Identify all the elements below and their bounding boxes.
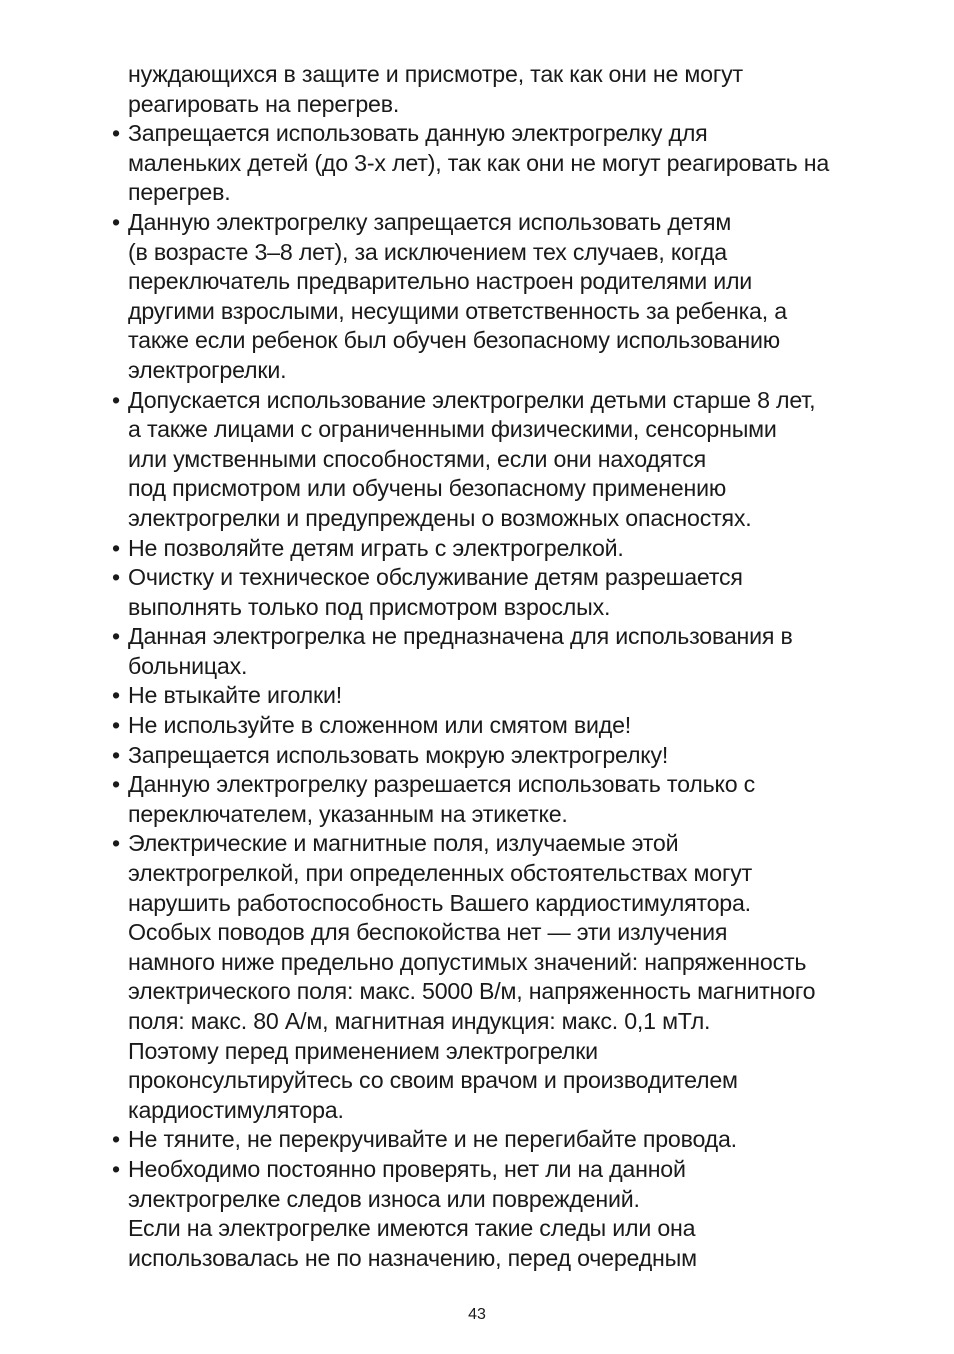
text-line: использовалась не по назначению, перед очередным: [128, 1244, 697, 1271]
list-item: [112, 711, 902, 741]
list-item: [112, 770, 902, 829]
text-line: нарушить работоспособность Вашего кардиостимулятора.: [128, 889, 751, 916]
text-line: перегрев.: [128, 179, 231, 206]
text-line: Если на электрогрелке имеются такие следы или она: [128, 1215, 696, 1242]
text-line: Не тяните, не перекручивайте и не перегибайте провода.: [128, 1126, 737, 1153]
text-line: Не втыкайте иголки!: [128, 682, 342, 709]
text-line: электрического поля: макс. 5000 В/м, напряженность магнитного: [128, 978, 816, 1005]
list-item: [112, 208, 902, 386]
text-line: Особых поводов для беспокойства нет — эти излучения: [128, 919, 728, 946]
text-line: Данную электрогрелку разрешается использовать только с: [128, 771, 756, 798]
list-item: [112, 119, 902, 208]
text-line: Запрещается использовать данную электрогрелку для: [128, 120, 708, 147]
list-item: [112, 386, 902, 534]
list-item: [112, 1125, 902, 1155]
text-line: Не используйте в сложенном или смятом виде!: [128, 712, 632, 739]
bullet-icon: •: [112, 741, 120, 768]
text-line: электрогрелкой, при определенных обстоятельствах могут: [128, 860, 753, 887]
list-item: [112, 741, 902, 771]
text-line: Очистку и техническое обслуживание детям разрешается: [128, 564, 743, 591]
bullet-icon: •: [112, 564, 120, 591]
bullet-icon: •: [112, 682, 120, 709]
list-item: [112, 534, 902, 564]
text-line: Электрические и магнитные поля, излучаемые этой: [128, 830, 679, 857]
bullet-icon: •: [112, 712, 120, 739]
text-line: реагировать на перегрев.: [128, 90, 400, 117]
text-line: Необходимо постоянно проверять, нет ли на данной: [128, 1155, 686, 1182]
text-line: нуждающихся в защите и присмотре, так как они не могут: [128, 61, 743, 87]
text-line: переключатель предварительно настроен родителями или: [128, 268, 753, 295]
bullet-icon: •: [112, 1126, 120, 1153]
text-line: электрогрелке следов износа или повреждений.: [128, 1185, 640, 1212]
safety-bullet-list: [112, 119, 902, 1273]
bullet-icon: •: [112, 830, 120, 857]
bullet-icon: •: [112, 120, 120, 147]
text-line: а также лицами с ограниченными физическими, сенсорными: [128, 416, 777, 443]
text-line: Не позволяйте детям играть с электрогрелкой.: [128, 534, 624, 561]
continued-paragraph: [112, 60, 902, 119]
list-item: [112, 681, 902, 711]
text-line: Данная электрогрелка не предназначена для использования в: [128, 623, 793, 650]
page-number: 43: [468, 1306, 486, 1323]
bullet-icon: •: [112, 771, 120, 798]
bullet-icon: •: [112, 208, 120, 235]
text-line: под присмотром или обучены безопасному применению: [128, 475, 727, 502]
safety-instructions-text: [112, 60, 902, 1273]
list-item: [112, 622, 902, 681]
bullet-icon: •: [112, 534, 120, 561]
bullet-icon: •: [112, 1155, 120, 1182]
list-item: [112, 1155, 902, 1273]
text-line: Запрещается использовать мокрую электрогрелку!: [128, 741, 669, 768]
text-line: намного ниже предельно допустимых значений: напряженность: [128, 948, 807, 975]
text-line: другими взрослыми, несущими ответственность за ребенка, а: [128, 297, 787, 324]
text-line: или умственными способностями, если они находятся: [128, 445, 706, 472]
list-item: [112, 829, 902, 1125]
text-line: (в возрасте 3–8 лет), за исключением тех случаев, когда: [128, 238, 727, 265]
text-line: электрогрелки и предупреждены о возможных опасностях.: [128, 504, 752, 531]
text-line: Допускается использование электрогрелки детьми старше 8 лет,: [128, 386, 816, 413]
text-line: выполнять только под присмотром взрослых.: [128, 593, 611, 620]
list-item: [112, 563, 902, 622]
text-line: кардиостимулятора.: [128, 1096, 344, 1123]
text-line: маленьких детей (до 3-х лет), так как они не могут реагировать на: [128, 149, 830, 176]
text-line: поля: макс. 80 А/м, магнитная индукция: макс. 0,1 мТл.: [128, 1008, 711, 1034]
bullet-icon: •: [112, 386, 120, 413]
text-line: также если ребенок был обучен безопасному использованию: [128, 327, 780, 354]
text-line: проконсультируйтесь со своим врачом и производителем: [128, 1067, 738, 1094]
text-line: электрогрелки.: [128, 356, 287, 383]
text-line: больницах.: [128, 652, 248, 679]
text-line: переключателем, указанным на этикетке.: [128, 800, 568, 827]
text-line: Данную электрогрелку запрещается использовать детям: [128, 208, 732, 235]
text-line: Поэтому перед применением электрогрелки: [128, 1037, 598, 1064]
bullet-icon: •: [112, 623, 120, 650]
